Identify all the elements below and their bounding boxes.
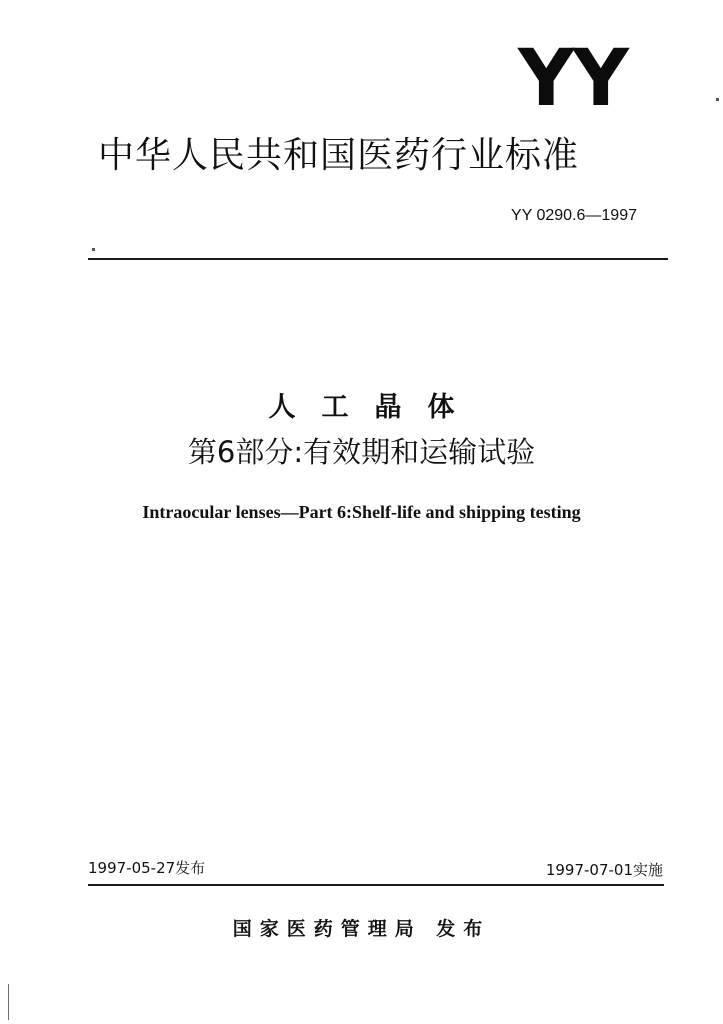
document-title: 人工晶体 (268, 392, 481, 423)
scan-speck (92, 248, 95, 251)
issue-date: 1997-05-27发布 (88, 859, 206, 877)
organization-title: 中华人民共和国医药行业标准 (98, 135, 580, 176)
standard-logo: YY (518, 34, 627, 124)
header-divider (88, 258, 668, 260)
scan-edge-mark (8, 984, 9, 1020)
english-title: Intraocular lenses—Part 6:Shelf-life and shipping testing (142, 502, 581, 522)
publisher: 国家医药管理局 发布 (232, 918, 491, 940)
document-subtitle: 第6部分:有效期和运输试验 (187, 435, 536, 469)
implementation-date: 1997-07-01实施 (545, 861, 663, 879)
footer-divider (88, 884, 664, 886)
scan-speck (716, 98, 719, 101)
standard-number: YY 0290.6—1997 (510, 207, 637, 224)
